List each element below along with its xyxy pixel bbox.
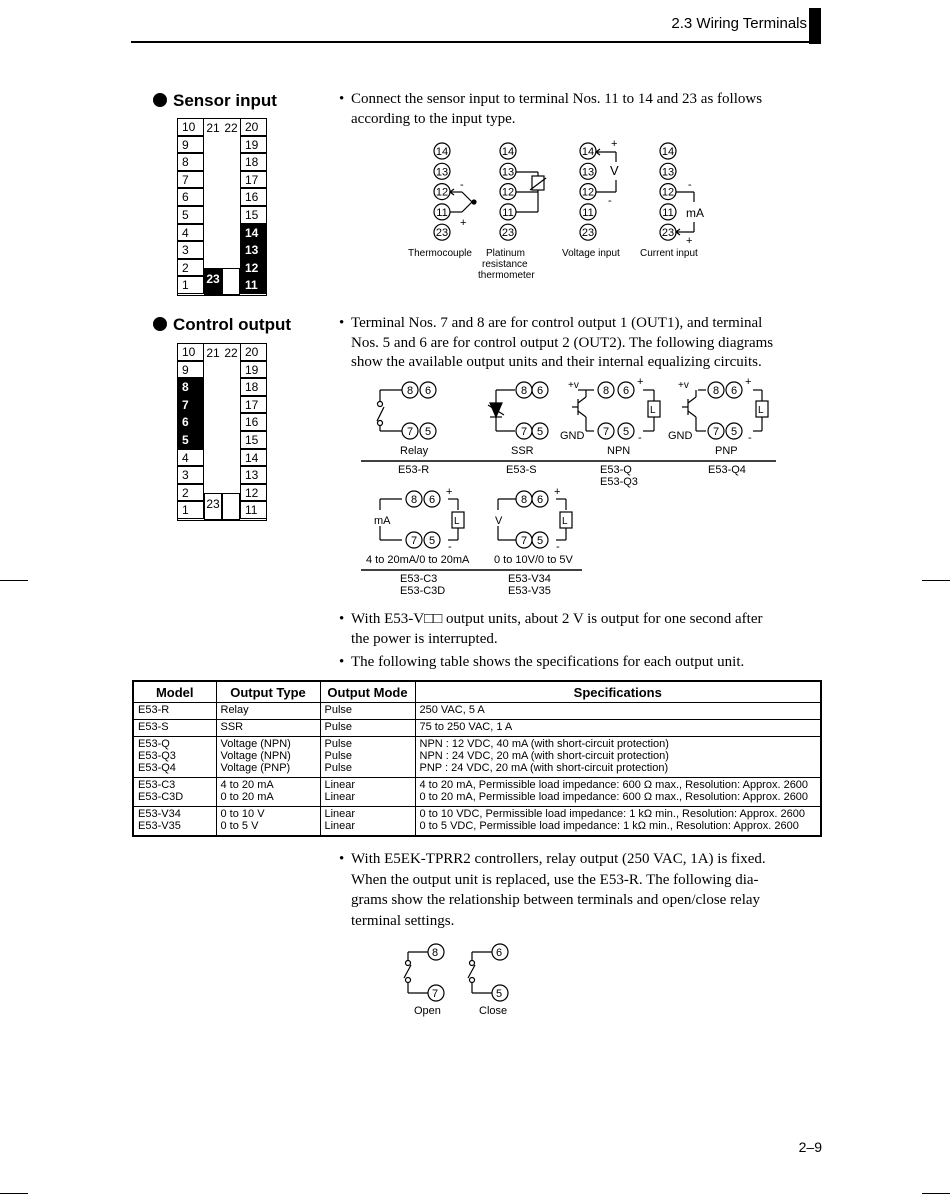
ma-signal-label: mA [374, 515, 391, 527]
control-output-heading [153, 315, 291, 335]
svg-text:-: - [748, 432, 752, 444]
gnd-label: GND [668, 430, 693, 442]
terminal-circle-label: 6 [622, 385, 630, 397]
current-unit-name: 4 to 20mA/0 to 20mA [366, 554, 470, 566]
table-header-row [133, 681, 821, 703]
terminal-18: 18 [240, 378, 267, 396]
terminal-circle-label: 5 [730, 426, 738, 438]
cell-output-type: Relay [216, 703, 320, 720]
thermocouple-label: Thermocouple [408, 248, 472, 259]
terminal-circle-label: 8 [602, 385, 610, 397]
sensor-text-line: Connect the sensor input to terminal Nos. 11 to 14 and 23 as follows [351, 91, 763, 107]
terminal-circle-label: 14 [581, 146, 595, 158]
terminal-22: 22 [224, 121, 238, 135]
terminal-4: 4 [177, 224, 204, 242]
relay-note-line: When the output unit is replaced, use the E53-R. The following dia- [351, 871, 759, 888]
voltage-model: E53-V34 [508, 573, 551, 585]
terminal-23: 23 [204, 493, 222, 520]
svg-text:-: - [460, 179, 464, 191]
terminal-16: 16 [240, 188, 267, 206]
terminal-23: 23 [204, 268, 222, 295]
terminal-circles [434, 143, 676, 240]
cell-output-mode: Linear Linear [320, 778, 415, 807]
terminal-8: 8 [177, 378, 204, 396]
platinum-rtd-symbol [516, 172, 546, 212]
svg-text:+: + [446, 486, 453, 498]
load-label: L [562, 516, 568, 527]
relay-switch-symbol [377, 390, 402, 431]
svg-text:-: - [688, 179, 692, 191]
svg-text:-: - [448, 541, 452, 553]
relay-open-close-diagrams [390, 938, 530, 1020]
terminal-circle-label: 14 [501, 146, 515, 158]
ssr-unit-name: SSR [511, 445, 534, 457]
control-text-line: Nos. 5 and 6 are for control output 2 (OUT2). The following diagrams [351, 334, 774, 351]
load-label: L [454, 516, 460, 527]
terminal-circle-label: 11 [582, 206, 594, 219]
terminal-circle-label: 13 [435, 166, 449, 179]
page-number: 2–9 [798, 1139, 822, 1155]
output-spec-table [132, 680, 822, 837]
terminal-circle-label: 8 [406, 385, 414, 397]
svg-text:-: - [638, 432, 642, 444]
voltage-unit-name: 0 to 10V/0 to 5V [494, 554, 573, 566]
platinum-label: Platinum [486, 248, 525, 259]
terminal-2: 2 [177, 484, 204, 502]
terminal-21: 21 [206, 121, 220, 135]
terminal-4: 4 [177, 449, 204, 467]
load-label: L [650, 405, 656, 416]
table-row [133, 807, 821, 837]
sensor-description: • Connect the sensor input to terminal Nos. 11 to 14 and 23 as follows according to the input type. [351, 90, 831, 129]
note-analog-output: • With E53-V□□ output units, about 2 V is output for one second after the power is interrupted. [351, 610, 831, 649]
sensor-text-line: according to the input type. [351, 110, 516, 127]
relay-model: E53-R [398, 464, 430, 476]
terminal-circle-label: 8 [520, 494, 528, 506]
terminal-circle-label: 8 [712, 385, 720, 397]
note-table-intro: • The following table shows the specifications for each output unit. [351, 653, 831, 673]
terminal-circle-label: 6 [536, 385, 544, 397]
cell-model: E53-C3 E53-C3D [133, 778, 216, 807]
cell-output-mode: Pulse [320, 720, 415, 737]
cell-spec: 75 to 250 VAC, 1 A [415, 720, 821, 737]
current-symbol-label: mA [686, 206, 704, 220]
plus-v-label: +v [678, 380, 689, 391]
platinum-label: thermometer [478, 270, 535, 281]
terminal-3: 3 [177, 241, 204, 259]
voltage-symbol-label: V [610, 163, 619, 178]
terminal-12: 12 [240, 259, 267, 277]
platinum-label: resistance [482, 259, 528, 270]
terminal-circle-label: 23 [661, 227, 675, 240]
cell-output-mode: Pulse [320, 703, 415, 720]
cell-spec: 0 to 10 VDC, Permissible load impedance: 1 kΩ min., Resolution: Approx. 2600 0 to 5 VDC, Permissible load impedance: 1 kΩ min., Resolution: Approx. 2600 [415, 807, 821, 837]
svg-text:8: 8 [432, 947, 439, 959]
cell-model: E53-Q E53-Q3 E53-Q4 [133, 737, 216, 778]
terminal-16: 16 [240, 413, 267, 431]
terminal-15: 15 [240, 431, 267, 449]
terminal-circle-label: 23 [581, 227, 595, 240]
terminal-8: 8 [177, 153, 204, 171]
cell-spec: NPN : 12 VDC, 40 mA (with short-circuit protection) NPN : 24 VDC, 20 mA (with short-circuit protection) PNP : 24 VDC, 20 mA (with short-circuit protection) [415, 737, 821, 778]
terminal-9: 9 [177, 136, 204, 154]
svg-text:-: - [556, 541, 560, 553]
close-label: Close [479, 1005, 508, 1017]
terminal-14: 14 [240, 449, 267, 467]
control-description: • Terminal Nos. 7 and 8 are for control output 1 (OUT1), and terminal Nos. 5 and 6 are for control output 2 (OUT2). The following diagrams show the available output units and their internal equalizing circuits. [351, 314, 831, 373]
svg-text:6: 6 [496, 947, 503, 959]
terminal-circle-label: 7 [410, 535, 418, 547]
sensor-input-heading [153, 91, 277, 111]
npn-unit-name: NPN [607, 445, 631, 457]
terminal-9: 9 [177, 361, 204, 379]
voltage-input-label: Voltage input [562, 248, 620, 259]
crop-mark [0, 1193, 28, 1194]
table-row [133, 720, 821, 737]
terminal-17: 17 [240, 171, 267, 189]
terminal-circle-label: 7 [712, 426, 720, 438]
pnp-transistor-symbol [682, 390, 768, 431]
terminal-circle-label: 12 [661, 186, 675, 199]
terminal-6: 6 [177, 413, 204, 431]
ssr-symbol [488, 390, 515, 431]
cell-output-type: 4 to 20 mA 0 to 20 mA [216, 778, 320, 807]
terminal-circle-label: 11 [502, 206, 514, 219]
pnp-model: E53-Q4 [708, 464, 746, 476]
terminal-circle-label: 11 [662, 206, 674, 219]
col-header-model: Model [133, 681, 216, 703]
terminal-7: 7 [177, 171, 204, 189]
crop-mark [922, 1193, 950, 1194]
pnp-unit-name: PNP [715, 445, 738, 457]
svg-text:5: 5 [496, 988, 503, 1000]
col-header-specifications: Specifications [415, 681, 821, 703]
relay-unit-name: Relay [400, 445, 429, 457]
svg-text:-: - [608, 195, 612, 207]
terminal-circle-label: 14 [435, 146, 449, 158]
current-input-label: Current input [640, 248, 698, 259]
terminal-circle-label: 12 [501, 186, 515, 199]
cell-output-mode: Linear Linear [320, 807, 415, 837]
col-header-output-mode: Output Mode [320, 681, 415, 703]
current-model: E53-C3 [400, 573, 438, 585]
col-header-output-type: Output Type [216, 681, 320, 703]
output-unit-diagrams-row1 [358, 375, 778, 495]
note-line: With E53-V□□ output units, about 2 V is output for one second after [351, 611, 763, 627]
terminal-blank [222, 493, 240, 520]
terminal-circle-label: 8 [520, 385, 528, 397]
relay-note-line: grams show the relationship between terminals and open/close relay [351, 892, 761, 908]
terminal-13: 13 [240, 466, 267, 484]
terminal-circle-label: 14 [661, 146, 675, 158]
relay-note: • With E5EK-TPRR2 controllers, relay output (250 VAC, 1A) is fixed. When the output unit is replaced, use the E53-R. The following dia- grams show the relationship between terminals and open/close relay terminal settings. [351, 849, 831, 931]
terminal-20: 20 [240, 118, 267, 136]
terminal-2: 2 [177, 259, 204, 277]
svg-text:7: 7 [432, 988, 439, 1000]
npn-transistor-symbol [572, 390, 660, 431]
cell-model: E53-V34 E53-V35 [133, 807, 216, 837]
bullet-dot-icon [153, 93, 167, 107]
crop-mark [0, 580, 28, 581]
control-output-heading-text: Control output [173, 315, 292, 334]
terminal-10: 10 [177, 118, 204, 136]
crop-mark [922, 580, 950, 581]
section-header: 2.3 Wiring Terminals [671, 15, 807, 32]
terminal-circle-label: 13 [581, 166, 595, 179]
terminal-22: 22 [224, 346, 238, 360]
svg-text:+: + [554, 486, 561, 498]
svg-text:+: + [460, 217, 467, 229]
terminal-6: 6 [177, 188, 204, 206]
relay-note-line: With E5EK-TPRR2 controllers, relay output (250 VAC, 1A) is fixed. [351, 851, 766, 867]
cell-output-mode: Pulse Pulse Pulse [320, 737, 415, 778]
terminal-12: 12 [240, 484, 267, 502]
terminal-11: 11 [240, 276, 267, 294]
v-signal-label: V [495, 515, 503, 527]
terminal-circle-label: 5 [428, 535, 436, 547]
terminal-blank [222, 268, 240, 295]
terminal-circle-label: 12 [435, 186, 449, 199]
cell-model: E53-S [133, 720, 216, 737]
load-label: L [758, 405, 764, 416]
plus-v-label: +v [568, 380, 579, 391]
terminal-5: 5 [177, 206, 204, 224]
terminal-circle-label: 23 [501, 227, 515, 240]
table-row [133, 778, 821, 807]
terminal-19: 19 [240, 361, 267, 379]
terminal-circle-label: 23 [435, 227, 449, 240]
relay-note-line: terminal settings. [351, 912, 455, 929]
terminal-circle-label: 5 [536, 426, 544, 438]
sensor-input-heading-text: Sensor input [173, 91, 277, 110]
cell-spec: 4 to 20 mA, Permissible load impedance: 600 Ω max., Resolution: Approx. 2600 0 to 20 mA, Permissible load impedance: 600 Ω max., Resolution: Approx. 2600 [415, 778, 821, 807]
sensor-wiring-diagrams [400, 136, 720, 286]
terminal-19: 19 [240, 136, 267, 154]
control-text-line: show the available output units and their internal equalizing circuits. [351, 354, 762, 370]
terminal-circle-label: 6 [536, 494, 544, 506]
gnd-label: GND [560, 430, 585, 442]
terminal-14: 14 [240, 224, 267, 242]
terminal-1: 1 [177, 501, 204, 519]
terminal-circle-label: 8 [410, 494, 418, 506]
thermocouple-symbol [450, 189, 476, 212]
terminal-circle-label: 5 [424, 426, 432, 438]
terminal-17: 17 [240, 396, 267, 414]
terminal-circle-label: 6 [424, 385, 432, 397]
terminal-circle-label: 7 [520, 426, 528, 438]
voltage-model: E53-V35 [508, 585, 551, 597]
terminal-13: 13 [240, 241, 267, 259]
bullet-dot-icon [153, 317, 167, 331]
terminal-circle-label: 13 [661, 166, 675, 179]
terminal-circle-label: 7 [520, 535, 528, 547]
cell-spec: 250 VAC, 5 A [415, 703, 821, 720]
terminal-circle-label: 6 [428, 494, 436, 506]
terminal-5: 5 [177, 431, 204, 449]
svg-text:+: + [745, 376, 752, 388]
table-row [133, 703, 821, 720]
terminal-3: 3 [177, 466, 204, 484]
terminal-1: 1 [177, 276, 204, 294]
ssr-model: E53-S [506, 464, 537, 476]
terminal-10: 10 [177, 343, 204, 361]
terminal-circle-label: 7 [602, 426, 610, 438]
svg-text:+: + [611, 138, 618, 150]
svg-text:+: + [686, 235, 693, 247]
terminal-15: 15 [240, 206, 267, 224]
npn-model: E53-Q3 [600, 476, 638, 488]
npn-model: E53-Q [600, 464, 632, 476]
terminal-circle-label: 5 [536, 535, 544, 547]
terminal-circle-label: 6 [730, 385, 738, 397]
table-row [133, 737, 821, 778]
terminal-circle-label: 12 [581, 186, 595, 199]
terminal-18: 18 [240, 153, 267, 171]
terminal-7: 7 [177, 396, 204, 414]
cell-model: E53-R [133, 703, 216, 720]
terminal-11: 11 [240, 501, 267, 519]
terminal-21: 21 [206, 346, 220, 360]
svg-text:+: + [637, 376, 644, 388]
note-line: The following table shows the specifications for each output unit. [351, 654, 745, 670]
note-line: the power is interrupted. [351, 630, 498, 647]
open-label: Open [414, 1005, 441, 1017]
terminal-circle-label: 13 [501, 166, 515, 179]
header-tab-bar [809, 8, 821, 44]
cell-output-type: SSR [216, 720, 320, 737]
cell-output-type: Voltage (NPN) Voltage (NPN) Voltage (PNP) [216, 737, 320, 778]
terminal-20: 20 [240, 343, 267, 361]
current-model: E53-C3D [400, 585, 446, 597]
output-unit-diagrams-row2 [358, 484, 598, 604]
terminal-circle-label: 5 [622, 426, 630, 438]
terminal-circle-label: 11 [436, 206, 448, 219]
terminal-circle-label: 7 [406, 426, 414, 438]
header-rule [131, 41, 821, 43]
current-output-symbol [380, 499, 464, 540]
cell-output-type: 0 to 10 V 0 to 5 V [216, 807, 320, 837]
control-text-line: Terminal Nos. 7 and 8 are for control output 1 (OUT1), and terminal [351, 315, 763, 331]
